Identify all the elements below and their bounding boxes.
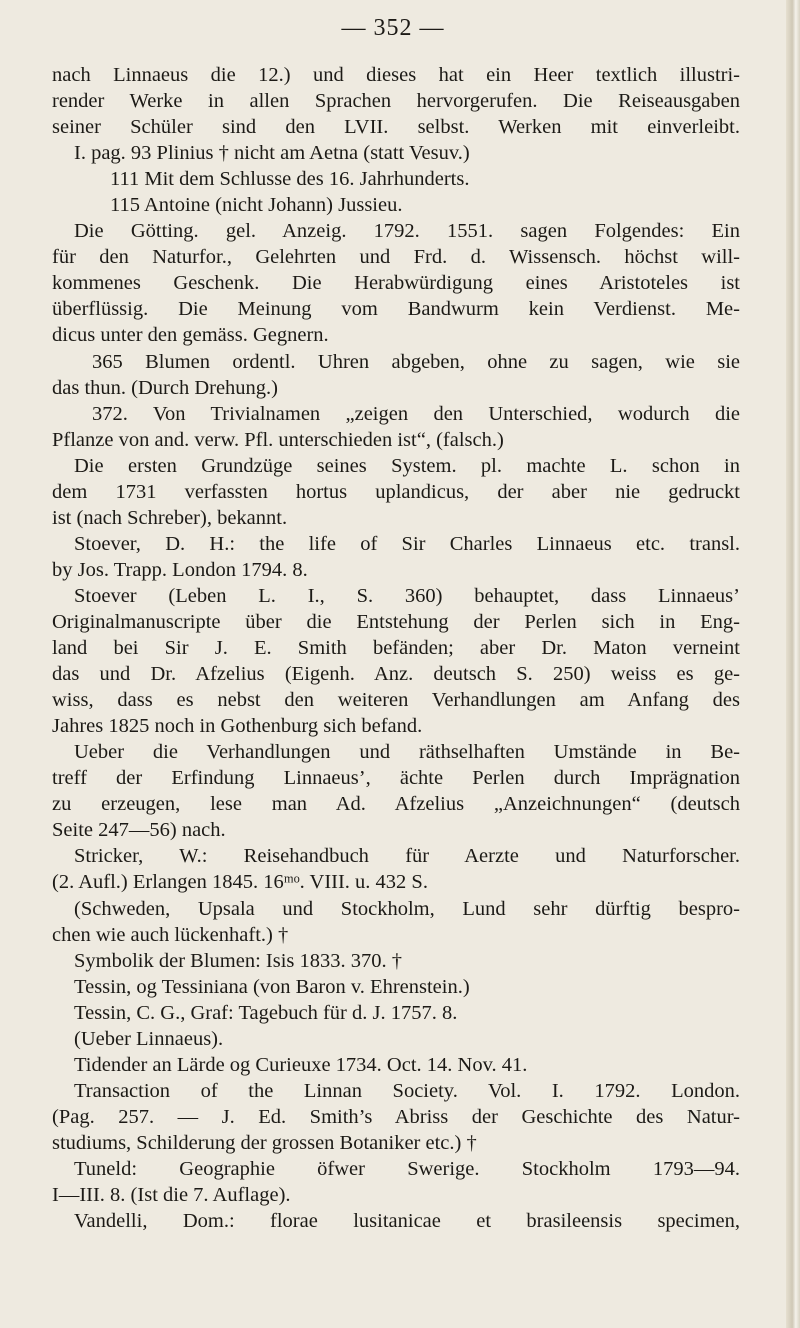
text-line: Stricker, W.: Reisehandbuch für Aerzte und Naturforscher. [74,845,740,868]
text-line: das thun. (Durch Drehung.) [52,376,279,399]
text-line: (2. Aufl.) Erlangen 1845. 16ᵐᵒ. VIII. u. 432 S. [52,871,428,894]
page-edge-shadow [786,0,800,1328]
text-line: (Pag. 257. — J. Ed. Smith’s Abriss der Geschichte des Natur- [52,1105,740,1128]
text-line: I. pag. 93 Plinius † nicht am Aetna (statt Vesuv.) [74,142,470,165]
text-line: Vandelli, Dom.: florae lusitanicae et brasileensis specimen, [74,1210,740,1233]
text-line: 372. Von Trivialnamen „zeigen den Unterschied, wodurch die [92,402,740,425]
text-line: nach Linnaeus die 12.) und dieses hat ein Heer textlich illustri- [52,64,740,86]
text-line: dem 1731 verfassten hortus uplandicus, der aber nie gedruckt [52,480,740,503]
text-line: das und Dr. Afzelius (Eigenh. Anz. deutsch S. 250) weiss es ge- [52,663,740,686]
text-line: Originalmanuscripte über die Entstehung der Perlen sich in Eng- [52,610,740,633]
text-line: Jahres 1825 noch in Gothenburg sich befand. [52,715,423,738]
text-line: für den Naturfor., Gelehrten und Frd. d. Wissensch. höchst will- [52,246,740,269]
text-line: Stoever, D. H.: the life of Sir Charles Linnaeus etc. transl. [74,532,740,555]
text-line: treff der Erfindung Linnaeus’, ächte Perlen durch Imprägnation [52,767,740,790]
text-line: Tuneld: Geographie öfwer Swerige. Stockholm 1793—94. [74,1157,740,1180]
text-line: I—III. 8. (Ist die 7. Auflage). [52,1184,291,1207]
text-line: dicus unter den gemäss. Gegnern. [52,324,329,347]
text-line: studiums, Schilderung der grossen Botaniker etc.) † [52,1131,477,1154]
text-line: zu erzeugen, lese man Ad. Afzelius „Anzeichnungen“ (deutsch [52,793,740,816]
text-line: Transaction of the Linnan Society. Vol. I. 1792. London. [74,1079,740,1102]
text-line: überflüssig. Die Meinung vom Bandwurm kein Verdienst. Me- [52,298,740,321]
text-line: 111 Mit dem Schlusse des 16. Jahrhunderts. [110,168,470,191]
text-line: (Ueber Linnaeus). [74,1027,224,1050]
text-line: Die ersten Grundzüge seines System. pl. machte L. schon in [74,454,740,477]
page-number-header: — 352 — [341,15,445,41]
text-line: ist (nach Schreber), bekannt. [52,506,288,529]
text-line: Tessin, C. G., Graf: Tagebuch für d. J. 1757. 8. [74,1001,458,1024]
text-line: 365 Blumen ordentl. Uhren abgeben, ohne zu sagen, wie sie [92,350,740,373]
page-body-text [52,62,740,1234]
text-line: seiner Schüler sind den LVII. selbst. Werken mit einverleibt. [52,116,740,139]
text-line: (Schweden, Upsala und Stockholm, Lund sehr dürftig bespro- [74,897,740,920]
text-line: Symbolik der Blumen: Isis 1833. 370. † [74,949,402,972]
text-line: Stoever (Leben L. I., S. 360) behauptet, dass Linnaeus’ [74,584,740,607]
text-line: chen wie auch lückenhaft.) † [52,923,289,946]
text-line: by Jos. Trapp. London 1794. 8. [52,558,308,581]
text-line: Tidender an Lärde og Curieuxe 1734. Oct. 14. Nov. 41. [74,1053,528,1076]
text-line: 115 Antoine (nicht Johann) Jussieu. [110,194,403,217]
text-line: Seite 247—56) nach. [52,819,226,842]
text-line: Ueber die Verhandlungen und räthselhaften Umstände in Be- [74,741,740,764]
text-line: Tessin, og Tessiniana (von Baron v. Ehrenstein.) [74,975,470,998]
text-line: render Werke in allen Sprachen hervorgerufen. Die Reiseausgaben [52,90,740,113]
text-line: land bei Sir J. E. Smith befänden; aber Dr. Maton verneint [52,637,740,660]
text-line: wiss, dass es nebst den weiteren Verhandlungen am Anfang des [52,689,740,712]
text-line: kommenes Geschenk. Die Herabwürdigung eines Aristoteles ist [52,272,740,295]
text-line: Pflanze von and. verw. Pfl. unterschieden ist“, (falsch.) [52,428,504,451]
text-line: Die Götting. gel. Anzeig. 1792. 1551. sagen Folgendes: Ein [74,220,740,243]
